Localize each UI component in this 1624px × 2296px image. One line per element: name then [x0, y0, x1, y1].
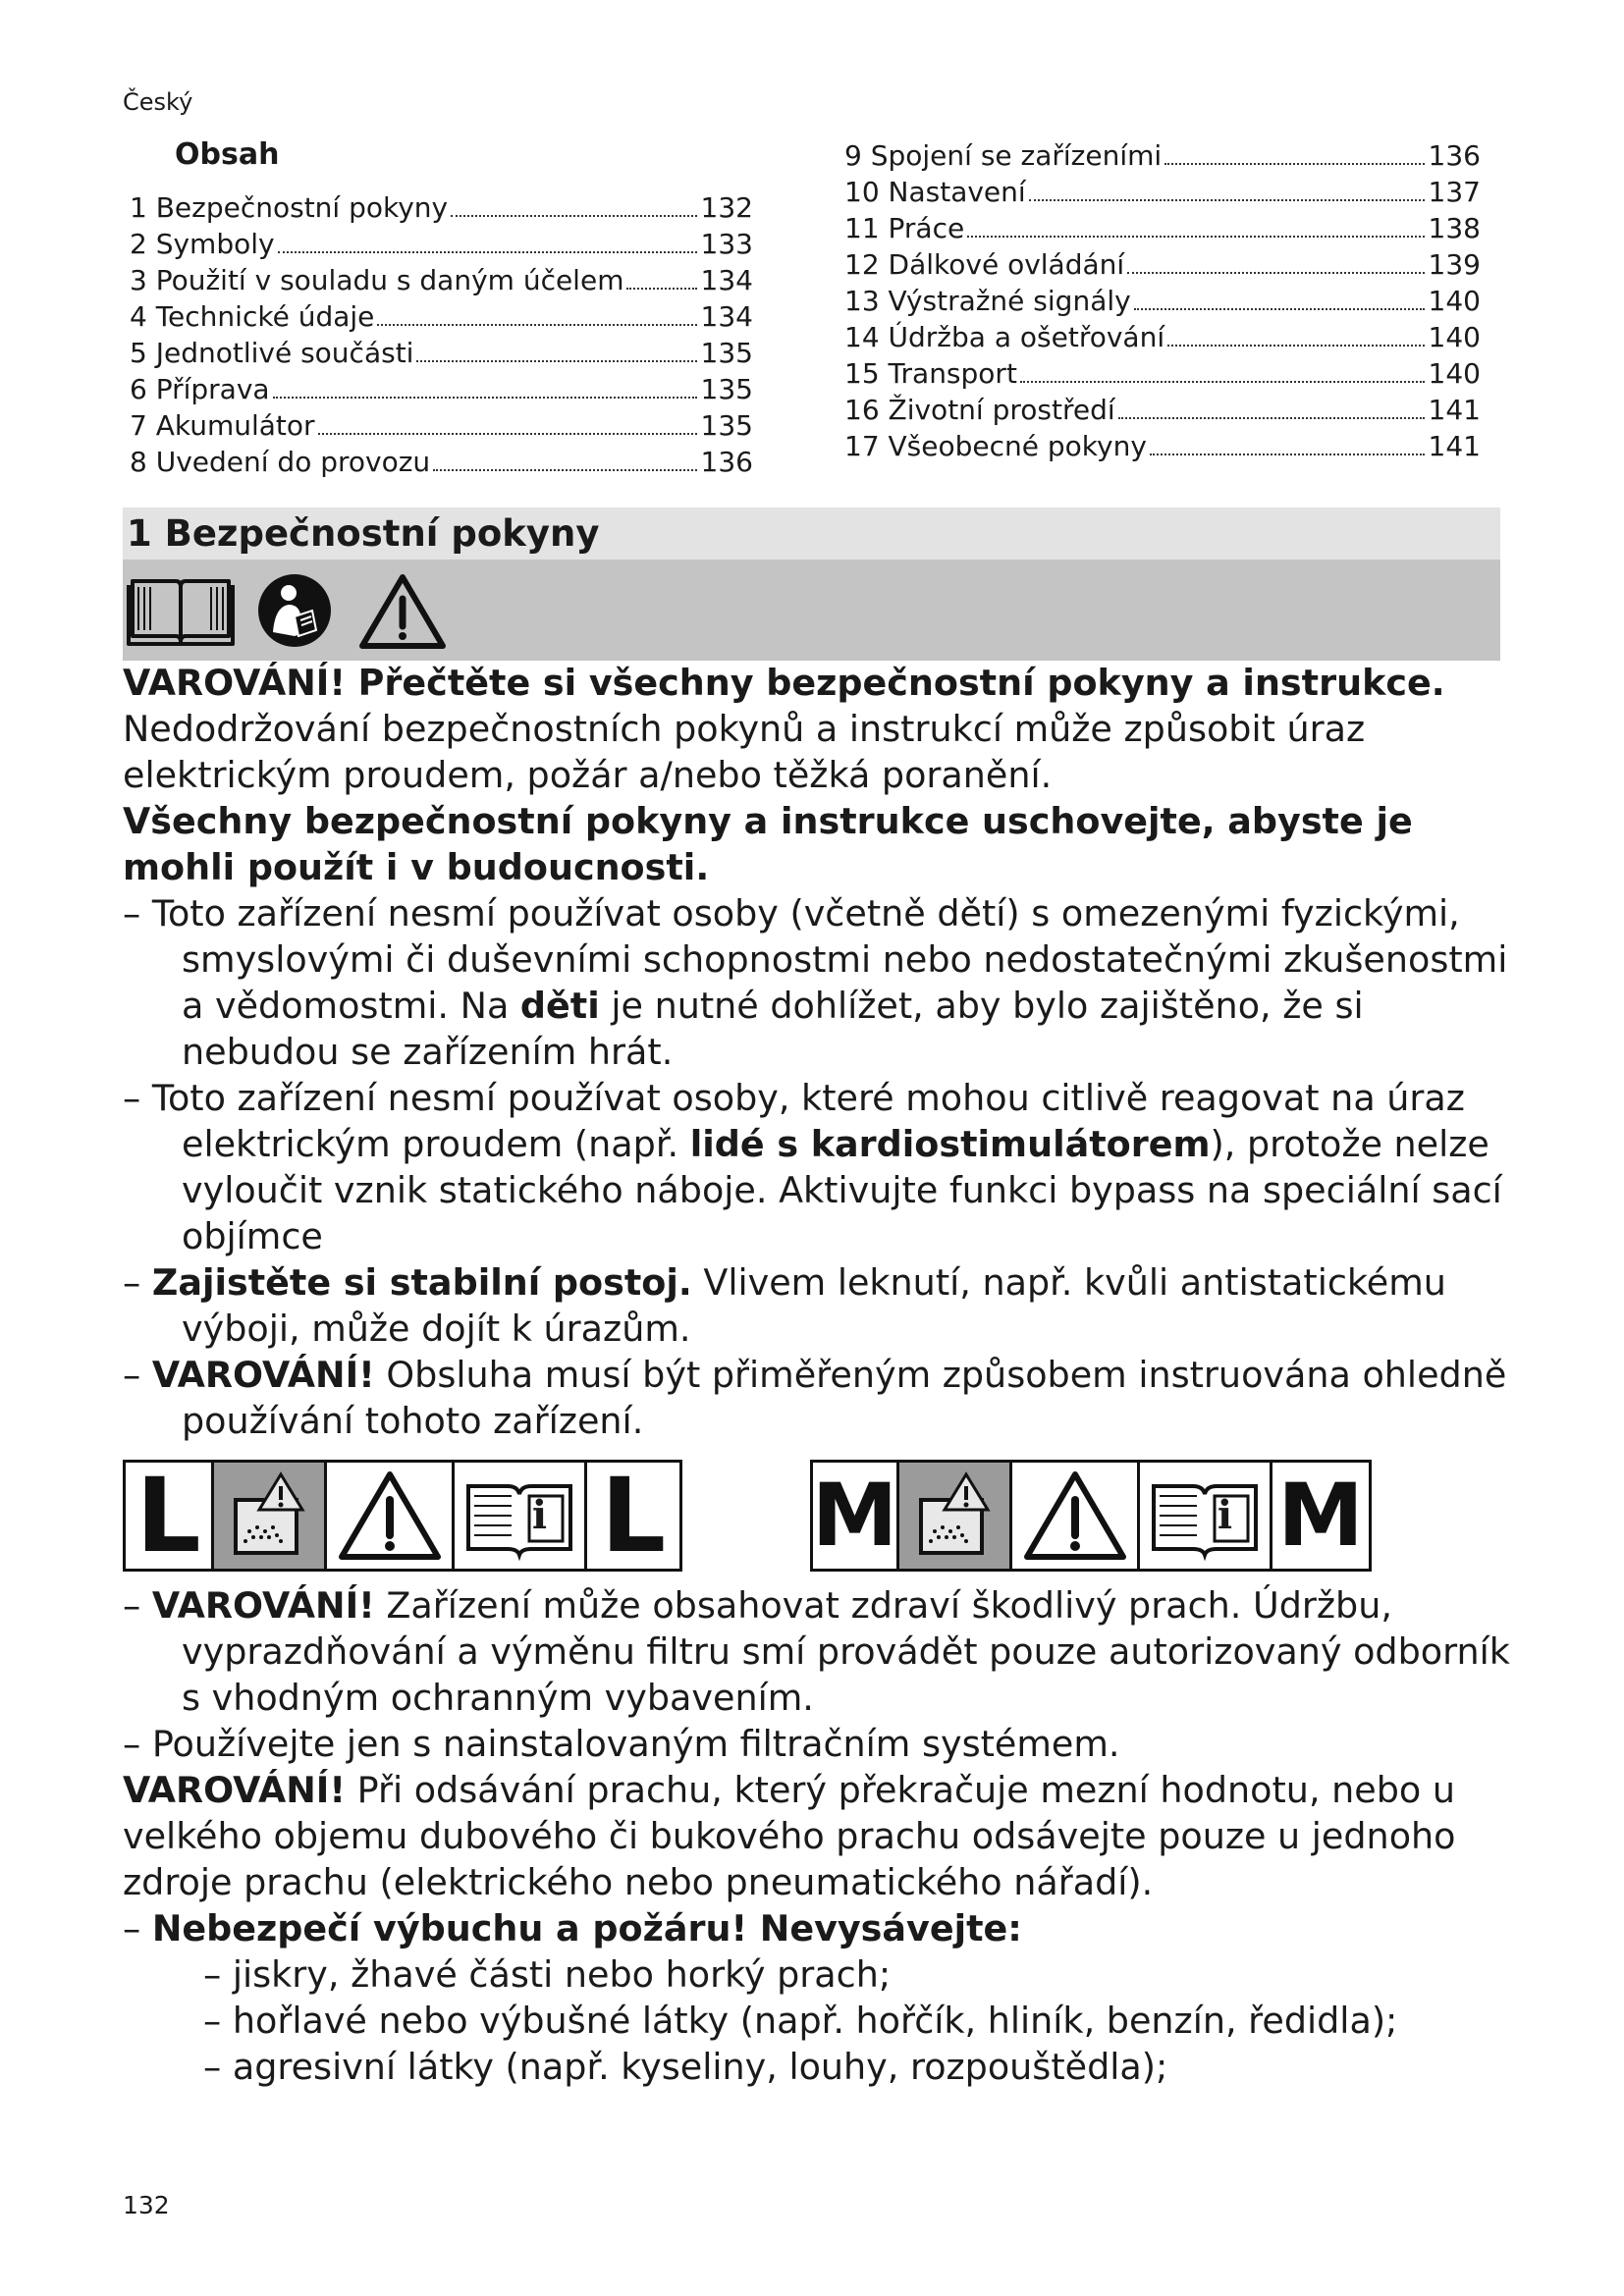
manual-book-icon: [127, 571, 235, 650]
toc-entry-page: 138: [1428, 212, 1481, 244]
warning-paragraph: [123, 660, 1517, 798]
list-item-text: – Toto zařízení nesmí používat osoby, které mohou citlivě reagovat na úraz elektrickým proudem (např.: [123, 1077, 1465, 1165]
warning-triangle-icon: [1021, 1467, 1129, 1565]
toc-leader: [318, 433, 697, 435]
info-manual-cell: [1140, 1463, 1272, 1569]
dust-class-letter: L: [135, 1456, 201, 1575]
toc-leader: [1020, 381, 1425, 383]
toc-entry-label: 12 Dálkové ovládání: [844, 248, 1125, 281]
list-item-text: – Toto zařízení nesmí používat osoby (včetně dětí) s omezenými fyzickými, smyslovými či duševními schopnostmi nebo nedostatečnými zkušenostmi a vědomostmi. Na: [123, 892, 1508, 1027]
page-number: 132: [123, 2191, 170, 2219]
dust-class-l-label: [123, 1456, 682, 1575]
language-label: Český: [123, 88, 193, 116]
list-item-dash: –: [123, 1354, 152, 1396]
dust-class-letter: M: [1277, 1465, 1364, 1566]
list-item: [123, 890, 1517, 1075]
list-item-bold: VAROVÁNÍ!: [151, 1584, 375, 1627]
read-manual-icon: [255, 571, 334, 650]
dust-container-warning-cell: [899, 1463, 1012, 1569]
list-item-dash: –: [123, 1584, 152, 1627]
list-item-text: Zařízení může obsahovat zdraví škodlivý prach. Údržbu, vyprazdňování a výměnu filtru smí provádět pouze autorizovaný odborník s vhodným ochranným vybavením.: [182, 1584, 1510, 1719]
warning-cell: [1012, 1463, 1140, 1569]
dust-container-warning-cell: [214, 1463, 327, 1569]
dust-container-warning-icon: [220, 1467, 318, 1565]
toc-entry-page: 132: [700, 191, 753, 224]
dust-container-warning-icon: [905, 1467, 1003, 1565]
toc-entry[interactable]: [130, 371, 753, 407]
toc-leader: [1150, 454, 1425, 455]
dust-class-letter-cell: [1272, 1463, 1369, 1569]
toc-entry[interactable]: [844, 246, 1481, 283]
list-item-dash: –: [123, 1261, 152, 1304]
dust-class-m-label: [810, 1460, 1372, 1572]
section-heading: 1 Bezpečnostní pokyny: [123, 507, 1500, 560]
list-item-bold: děti: [519, 985, 600, 1027]
toc-entry[interactable]: [844, 174, 1481, 210]
toc-entry-page: 140: [1428, 321, 1481, 353]
toc-leader: [1118, 417, 1425, 419]
list-item-text: Obsluha musí být přiměřeným způsobem instruována ohledně používání tohoto zařízení.: [182, 1354, 1507, 1442]
toc-entry[interactable]: [844, 319, 1481, 355]
toc-entry[interactable]: [130, 226, 753, 262]
toc-leader: [278, 251, 697, 253]
toc-entry-label: 2 Symboly: [130, 228, 275, 260]
sub-list-item: – jiskry, žhavé části nebo horký prach;: [203, 1953, 892, 1996]
info-manual-icon: [460, 1467, 578, 1565]
keep-instructions-paragraph: Všechny bezpečnostní pokyny a instrukce uschovejte, abyste je mohli použít i v budoucnosti.: [123, 800, 1413, 888]
toc-title: Obsah: [175, 137, 280, 172]
list-item-dash: –: [123, 1907, 152, 1949]
toc-entry[interactable]: [130, 335, 753, 371]
toc-entry-label: 7 Akumulátor: [130, 409, 315, 442]
toc-entry-page: 135: [700, 409, 753, 442]
toc-entry[interactable]: [130, 407, 753, 444]
list-item-text: Vlivem leknutí, např. kvůli antistatickému výboji, může dojít k úrazům.: [182, 1261, 1446, 1350]
warning-lead: VAROVÁNÍ! Přečtěte si všechny bezpečnostní pokyny a instrukce.: [123, 662, 1445, 704]
toc-entry-page: 140: [1428, 285, 1481, 317]
warning-lead: VAROVÁNÍ!: [123, 1769, 346, 1811]
toc-entry-label: 9 Spojení se zařízeními: [844, 139, 1163, 172]
toc-entry-page: 141: [1428, 430, 1481, 462]
toc-entry-label: 3 Použití v souladu s daným účelem: [130, 264, 624, 296]
toc-entry-page: 134: [700, 264, 753, 296]
toc-entry[interactable]: [844, 210, 1481, 246]
toc-entry-page: 135: [700, 373, 753, 405]
list-item: [123, 1075, 1517, 1259]
toc-entry-page: 141: [1428, 394, 1481, 426]
toc-entry-page: 134: [700, 300, 753, 333]
safety-icon-band: [123, 560, 1500, 661]
toc-leader: [1134, 308, 1425, 310]
list-item-bold: lidé s kardiostimulátorem: [689, 1123, 1211, 1165]
info-manual-icon: [1146, 1467, 1264, 1565]
toc-entry-page: 133: [700, 228, 753, 260]
list-item-text: je nutné dohlížet, aby bylo zajištěno, že si nebudou se zařízením hrát.: [182, 985, 1364, 1073]
toc-leader: [626, 288, 696, 290]
sub-list-item: – hořlavé nebo výbušné látky (např. hořčík, hliník, benzín, ředidla);: [203, 2000, 1398, 2042]
dust-class-letter-cell: [813, 1463, 899, 1569]
toc-entry-label: 5 Jednotlivé součásti: [130, 337, 414, 369]
toc-leader: [967, 236, 1424, 238]
info-glyph: i: [531, 1491, 548, 1538]
dust-class-letter-cell: [126, 1456, 214, 1575]
list-item: – Používejte jen s nainstalovaným filtračním systémem.: [123, 1723, 1120, 1765]
toc-entry-label: 4 Technické údaje: [130, 300, 375, 333]
list-item: [123, 1352, 1517, 1444]
toc-right-column: [844, 137, 1481, 464]
toc-leader: [433, 469, 696, 471]
toc-entry-label: 13 Výstražné signály: [844, 285, 1131, 317]
dust-class-letter: L: [600, 1456, 667, 1575]
toc-entry-page: 136: [1428, 139, 1481, 172]
warning-cell: [327, 1463, 455, 1569]
toc-entry[interactable]: [844, 283, 1481, 319]
toc-leader: [1029, 199, 1425, 201]
list-item: [123, 1582, 1517, 1721]
toc-entry-page: 140: [1428, 357, 1481, 390]
toc-entry[interactable]: [130, 298, 753, 335]
toc-leader: [1164, 163, 1424, 165]
toc-entry-label: 15 Transport: [844, 357, 1017, 390]
warning-paragraph: [123, 1767, 1517, 1905]
toc-leader: [273, 397, 697, 399]
list-item: [123, 1905, 1517, 1951]
dust-class-letter-cell: [587, 1456, 679, 1575]
toc-entry-label: 10 Nastavení: [844, 176, 1026, 208]
sub-list-item: – agresivní látky (např. kyseliny, louhy, rozpouštědla);: [203, 2046, 1168, 2088]
toc-entry-page: 135: [700, 337, 753, 369]
list-item-bold: Zajistěte si stabilní postoj.: [151, 1261, 692, 1304]
toc-leader: [377, 324, 696, 326]
toc-entry[interactable]: [130, 262, 753, 298]
toc-left-column: [130, 189, 753, 480]
info-manual-cell: [455, 1463, 587, 1569]
dust-class-letter: M: [811, 1465, 898, 1566]
toc-entry-label: 1 Bezpečnostní pokyny: [130, 191, 449, 224]
list-item-text: ), protože nelze vyloučit vznik statického náboje. Aktivujte funkci bypass na speciální sací objímce: [182, 1123, 1502, 1257]
warning-text: Nedodržování bezpečnostních pokynů a instrukcí může způsobit úraz elektrickým proudem, požár a/nebo těžká poranění.: [123, 708, 1366, 796]
toc-entry[interactable]: [844, 355, 1481, 392]
toc-entry-label: 14 Údržba a ošetřování: [844, 321, 1165, 353]
toc-entry[interactable]: [844, 392, 1481, 428]
toc-entry[interactable]: [130, 189, 753, 226]
toc-leader: [1167, 345, 1424, 347]
toc-entry-page: 137: [1428, 176, 1481, 208]
toc-leader: [451, 215, 696, 217]
toc-entry[interactable]: [844, 428, 1481, 464]
toc-entry[interactable]: [844, 137, 1481, 174]
toc-entry-label: 16 Životní prostředí: [844, 394, 1115, 426]
toc-entry-page: 136: [700, 446, 753, 478]
list-item-bold: Nebezpečí výbuchu a požáru! Nevysávejte:: [151, 1907, 1022, 1949]
toc-entry-page: 139: [1428, 248, 1481, 281]
warning-triangle-icon: [336, 1467, 444, 1565]
toc-leader: [1127, 272, 1424, 274]
toc-entry[interactable]: [130, 444, 753, 480]
info-glyph: i: [1217, 1491, 1233, 1538]
toc-leader: [416, 360, 696, 362]
toc-entry-label: 6 Příprava: [130, 373, 270, 405]
warning-text: Při odsávání prachu, který překračuje mezní hodnotu, nebo u velkého objemu dubového či bukového prachu odsávejte pouze u jednoho zdroje prachu (elektrického nebo pneumatického nářadí).: [123, 1769, 1456, 1903]
toc-entry-label: 11 Práce: [844, 212, 965, 244]
list-item-bold: VAROVÁNÍ!: [151, 1354, 375, 1396]
toc-entry-label: 17 Všeobecné pokyny: [844, 430, 1147, 462]
warning-triangle-icon: [358, 571, 447, 650]
safety-text-block-2: [123, 1582, 1517, 2090]
safety-text-block-1: [123, 660, 1517, 1444]
toc-entry-label: 8 Uvedení do provozu: [130, 446, 431, 478]
list-item: [123, 1259, 1517, 1352]
